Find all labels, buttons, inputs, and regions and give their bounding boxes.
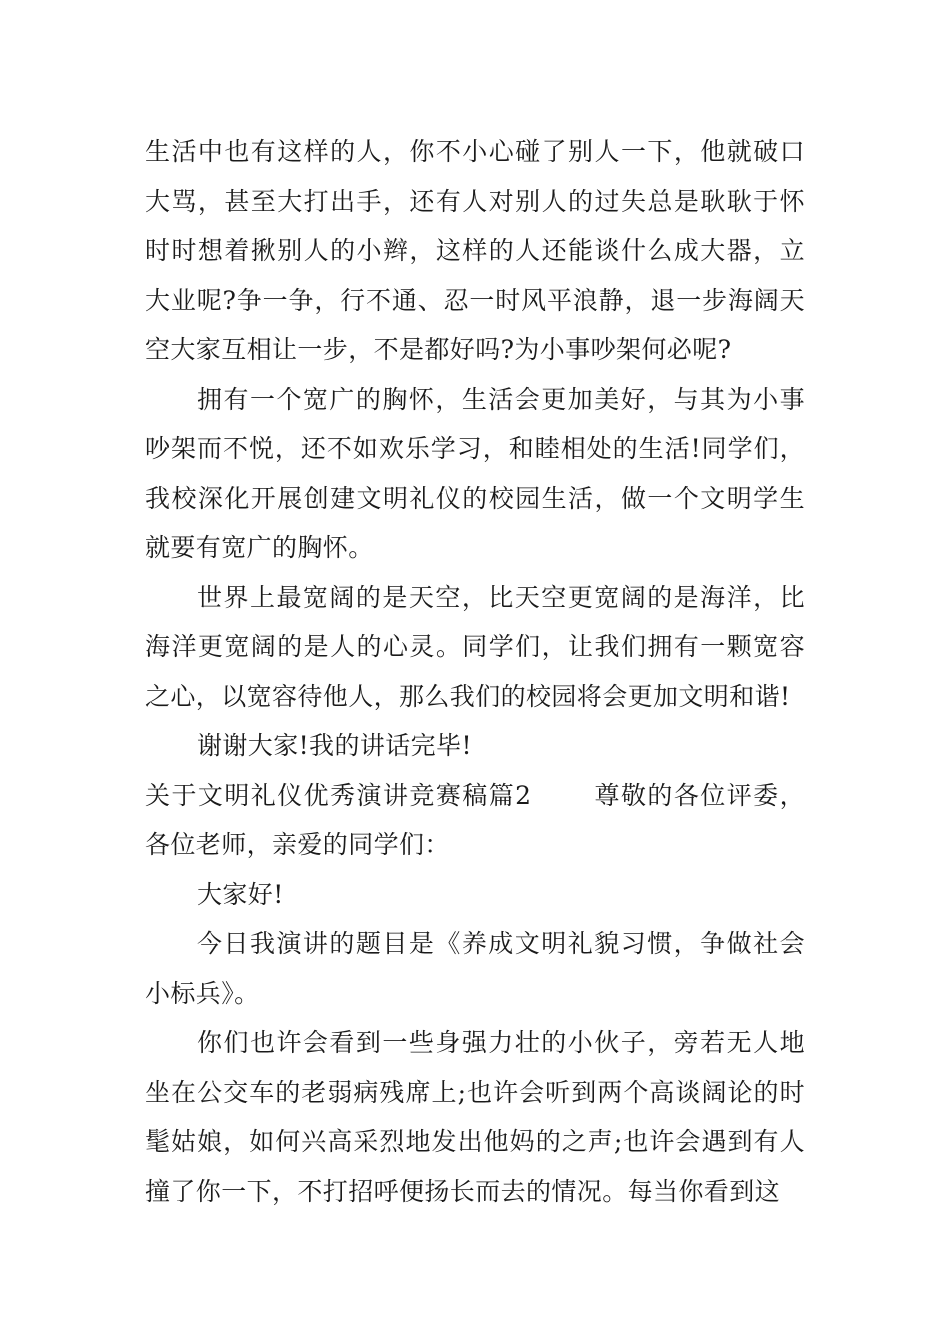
paragraph-4: 谢谢大家!我的讲话完毕! bbox=[197, 731, 472, 760]
section-heading-line bbox=[145, 771, 805, 870]
paragraph-7: 你们也许会看到一些身强力壮的小伙子，旁若无人地坐在公交车的老弱病残席上;也许会听到两个高谈阔论的时髦姑娘，如何兴高采烈地发出他妈的之声;也许会遇到有人撞了你一下，不打招呼便扬长而去的情况。每当你看到这 bbox=[145, 1028, 805, 1206]
paragraph-1: 生活中也有这样的人，你不小心碰了别人一下，他就破口大骂，甚至大打出手，还有人对别人的过失总是耿耿于怀时时想着揪别人的小辫，这样的人还能谈什么成大器，立大业呢?争一争，行不通、忍一时风平浪静，退一步海阔天空大家互相让一步，不是都好吗?为小事吵架何必呢? bbox=[145, 137, 805, 364]
paragraph-3: 世界上最宽阔的是天空，比天空更宽阔的是海洋，比海洋更宽阔的是人的心灵。同学们，让我们拥有一颗宽容之心，以宽容待他人，那么我们的校园将会更加文明和谐! bbox=[145, 582, 805, 711]
paragraph-6: 今日我演讲的题目是《养成文明礼貌习惯，争做社会小标兵》。 bbox=[145, 929, 805, 1008]
section-title: 关于文明礼仪优秀演讲竞赛稿篇2 bbox=[145, 780, 532, 810]
document-page bbox=[145, 127, 805, 1216]
greeting-text: 尊敬的各位评委，各位老师，亲爱的同学们： bbox=[145, 780, 805, 859]
paragraph-2: 拥有一个宽广的胸怀，生活会更加美好，与其为小事吵架而不悦，还不如欢乐学习，和睦相处的生活!同学们，我校深化开展创建文明礼仪的校园生活，做一个文明学生就要有宽广的胸怀。 bbox=[145, 384, 805, 562]
paragraph-5: 大家好! bbox=[197, 879, 284, 909]
